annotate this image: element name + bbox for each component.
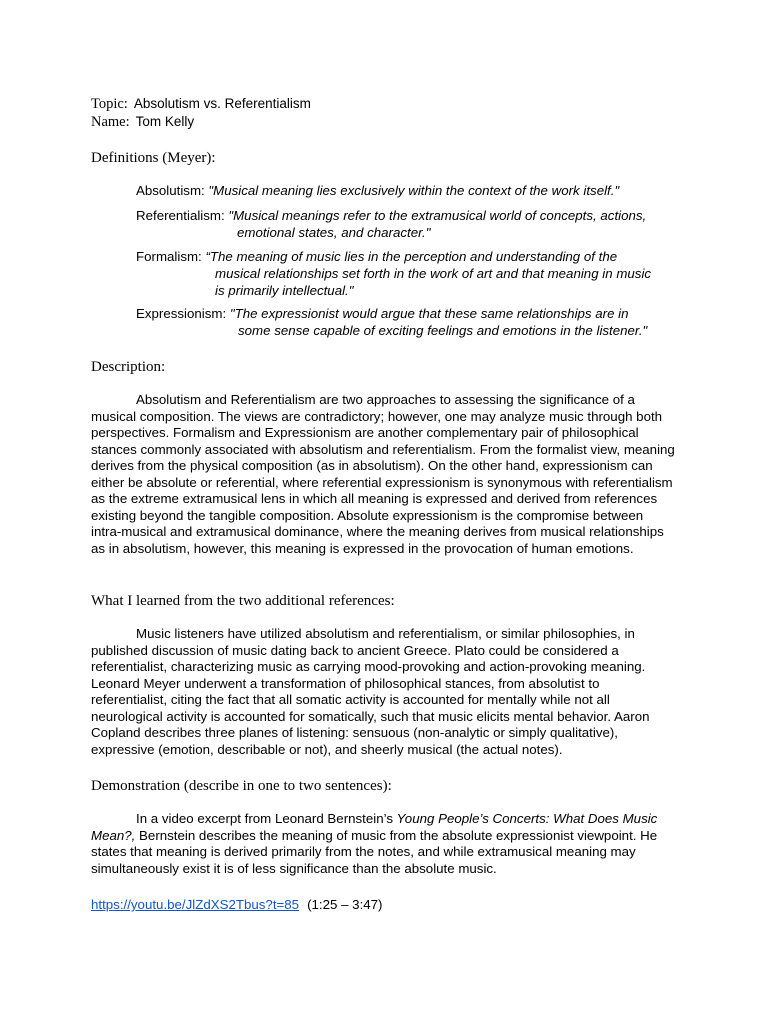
demonstration-text-after: Bernstein describes the meaning of music from the absolute expressionist viewpoint. He states that meaning is derived primarily from the notes, and while extramusical meaning may simultaneously exist it is of less significance than the absolute music. (91, 827, 658, 876)
definition-quote: "Musical meaning lies exclusively within the context of the work itself." (208, 183, 620, 198)
definition-quote: "The expressionist would argue that these same relationships are in (229, 306, 629, 321)
video-link[interactable]: https://youtu.be/JlZdXS2Tbus?t=85 (91, 897, 300, 912)
topic-line (91, 95, 311, 113)
definition-absolutism (136, 182, 696, 199)
learned-heading: What I learned from the two additional references: (91, 593, 395, 609)
name-label: Name: (91, 114, 130, 130)
definition-term: Referentialism: (136, 208, 229, 223)
definition-quote-cont: is primarily intellectual." (215, 283, 354, 298)
definition-quote: "Musical meanings refer to the extramusical world of concepts, actions, (228, 208, 647, 223)
demonstration-paragraph (91, 811, 677, 877)
description-text: Absolutism and Referentialism are two approaches to assessing the significance of a musical composition. The views are contradictory; however, one may analyze music through both perspectives. Formalism and Expressionism are another complementary pair of philosophical stances commonly associated with absolutism and referentialism. From the formalist view, meaning derives from the physical composition (as in absolutism). On the other hand, expressionism can either be absolute or referential, where referential expressionism is synonymous with referentialism as the extreme extramusical lens in which all meaning is expressed and derived from references existing beyond the tangible composition. Absolute expressionism is the compromise between intra-musical and extramusical dominance, where the meaning derives from musical relationships as in absolutism, however, this meaning is expressed in the provocation of human emotions. (91, 392, 675, 556)
demonstration-text-before: In a video excerpt from Leonard Bernstein’s (136, 811, 397, 826)
topic-label: Topic: (91, 96, 128, 112)
definition-term: Formalism: (136, 249, 206, 264)
definition-quote-cont: musical relationships set forth in the work of art and that meaning in music (215, 266, 652, 281)
definition-term: Expressionism: (136, 306, 230, 321)
description-paragraph (91, 392, 677, 557)
name-line (91, 113, 194, 131)
definition-formalism (136, 248, 696, 299)
definition-quote: “The meaning of music lies in the perception and understanding of the (205, 249, 618, 264)
demonstration-heading: Demonstration (describe in one to two sentences): (91, 778, 392, 794)
description-heading: Description: (91, 359, 166, 375)
definitions-heading: Definitions (Meyer): (91, 150, 216, 166)
video-link-line (91, 896, 382, 913)
video-timestamp: (1:25 – 3:47) (307, 897, 383, 912)
learned-paragraph (91, 626, 677, 758)
definition-quote-cont: emotional states, and character." (237, 225, 431, 240)
definition-referentialism (136, 207, 696, 241)
definition-quote-cont: some sense capable of exciting feelings and emotions in the listener." (238, 323, 648, 338)
definition-expressionism (136, 305, 696, 339)
topic-value: Absolutism vs. Referentialism (133, 96, 311, 111)
definition-term: Absolutism: (136, 183, 209, 198)
learned-text: Music listeners have utilized absolutism and referentialism, or similar philosophies, in published discussion of music dating back to ancient Greece. Plato could be considered a referentialist, characterizing music as carrying mood-provoking and action-provoking meaning. Leonard Meyer underwent a transformation of philosophical stances, from absolutist to referentialist, citing the fact that all somatic activity is accounted for mentally while not all neurological activity is accounted for somatically, such that music elicits mental behavior. Aaron Copland describes three planes of listening: sensuous (non-analytic or simply qualitative), expressive (emotion, describable or not), and sheerly musical (the actual notes). (91, 626, 650, 757)
concert-title: Young People’s Concerts: What Does Music Mean?, (91, 811, 658, 843)
name-value: Tom Kelly (135, 114, 195, 129)
